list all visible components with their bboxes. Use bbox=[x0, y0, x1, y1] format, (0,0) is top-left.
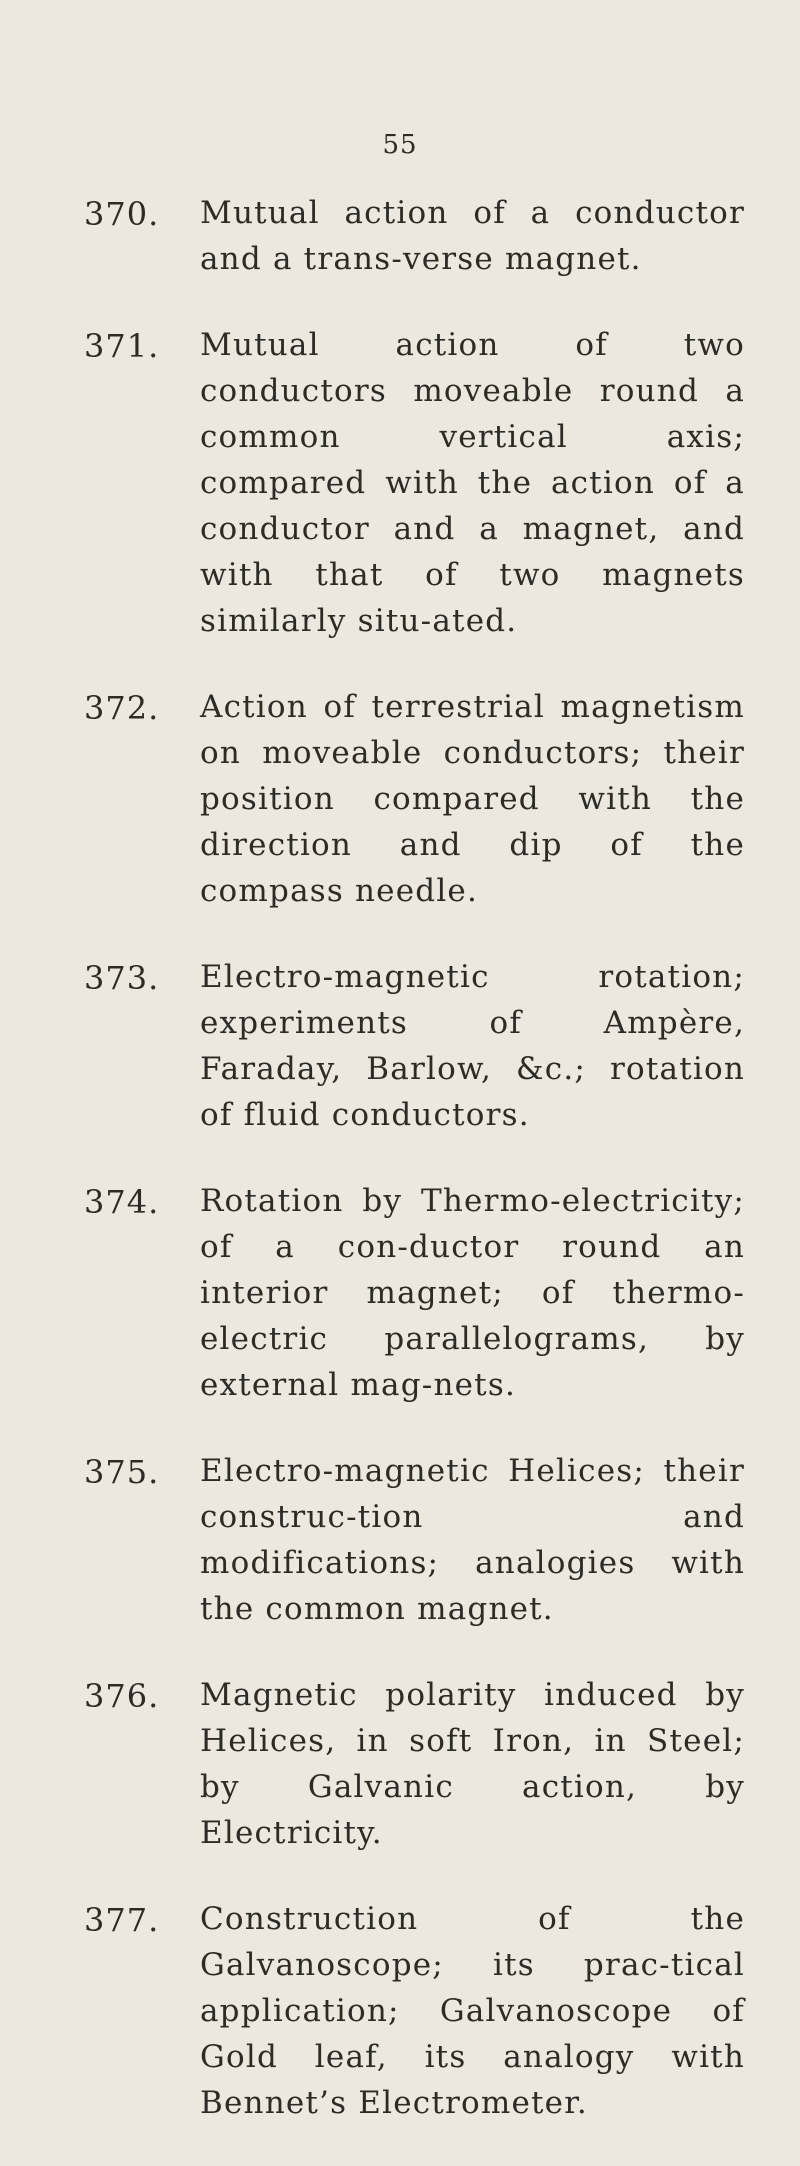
syllabus-entry-373 bbox=[0, 954, 800, 1138]
entry-text: Mutual action of a conductor and a trans-verse magnet. bbox=[200, 195, 745, 277]
syllabus-entry-376 bbox=[0, 1672, 800, 1856]
syllabus-entry-370 bbox=[0, 190, 800, 282]
syllabus-entry-371 bbox=[0, 322, 800, 644]
entry-text: Magnetic polarity induced by Helices, in soft Iron, in Steel; by Galvanic action, by Electricity. bbox=[200, 1677, 745, 1851]
entry-number: 371. bbox=[84, 327, 160, 365]
entry-number: 377. bbox=[84, 1901, 160, 1939]
entry-number: 376. bbox=[84, 1677, 160, 1715]
entry-text: Electro-magnetic rotation; experiments of Ampère, Faraday, Barlow, &c.; rotation of fluid conductors. bbox=[200, 959, 745, 1133]
entry-text: Action of terrestrial magnetism on moveable conductors; their position compared with the direction and dip of the compass needle. bbox=[200, 689, 745, 909]
entry-number: 374. bbox=[84, 1183, 160, 1221]
entry-number: 375. bbox=[84, 1453, 160, 1491]
entry-text: Construction of the Galvanoscope; its prac-tical application; Galvanoscope of Gold leaf, its analogy with Bennet’s Electrometer. bbox=[200, 1901, 745, 2121]
syllabus-entry-372 bbox=[0, 684, 800, 914]
syllabus-entry-374 bbox=[0, 1178, 800, 1408]
entry-number: 373. bbox=[84, 959, 160, 997]
syllabus-entry-375 bbox=[0, 1448, 800, 1632]
entry-number: 372. bbox=[84, 689, 160, 727]
entry-text: Mutual action of two conductors moveable round a common vertical axis; compared with the action of a conductor and a magnet, and with that of two magnets similarly situ-ated. bbox=[200, 327, 745, 639]
entry-text: Rotation by Thermo-electricity; of a con-ductor round an interior magnet; of thermo-electric parallelograms, by external mag-nets. bbox=[200, 1183, 745, 1403]
syllabus-list bbox=[0, 190, 800, 2166]
syllabus-entry-377 bbox=[0, 1896, 800, 2126]
entry-number: 370. bbox=[84, 195, 160, 233]
entry-text: Electro-magnetic Helices; their construc-tion and modifications; analogies with the common magnet. bbox=[200, 1453, 745, 1627]
page-number: 55 bbox=[382, 130, 418, 160]
